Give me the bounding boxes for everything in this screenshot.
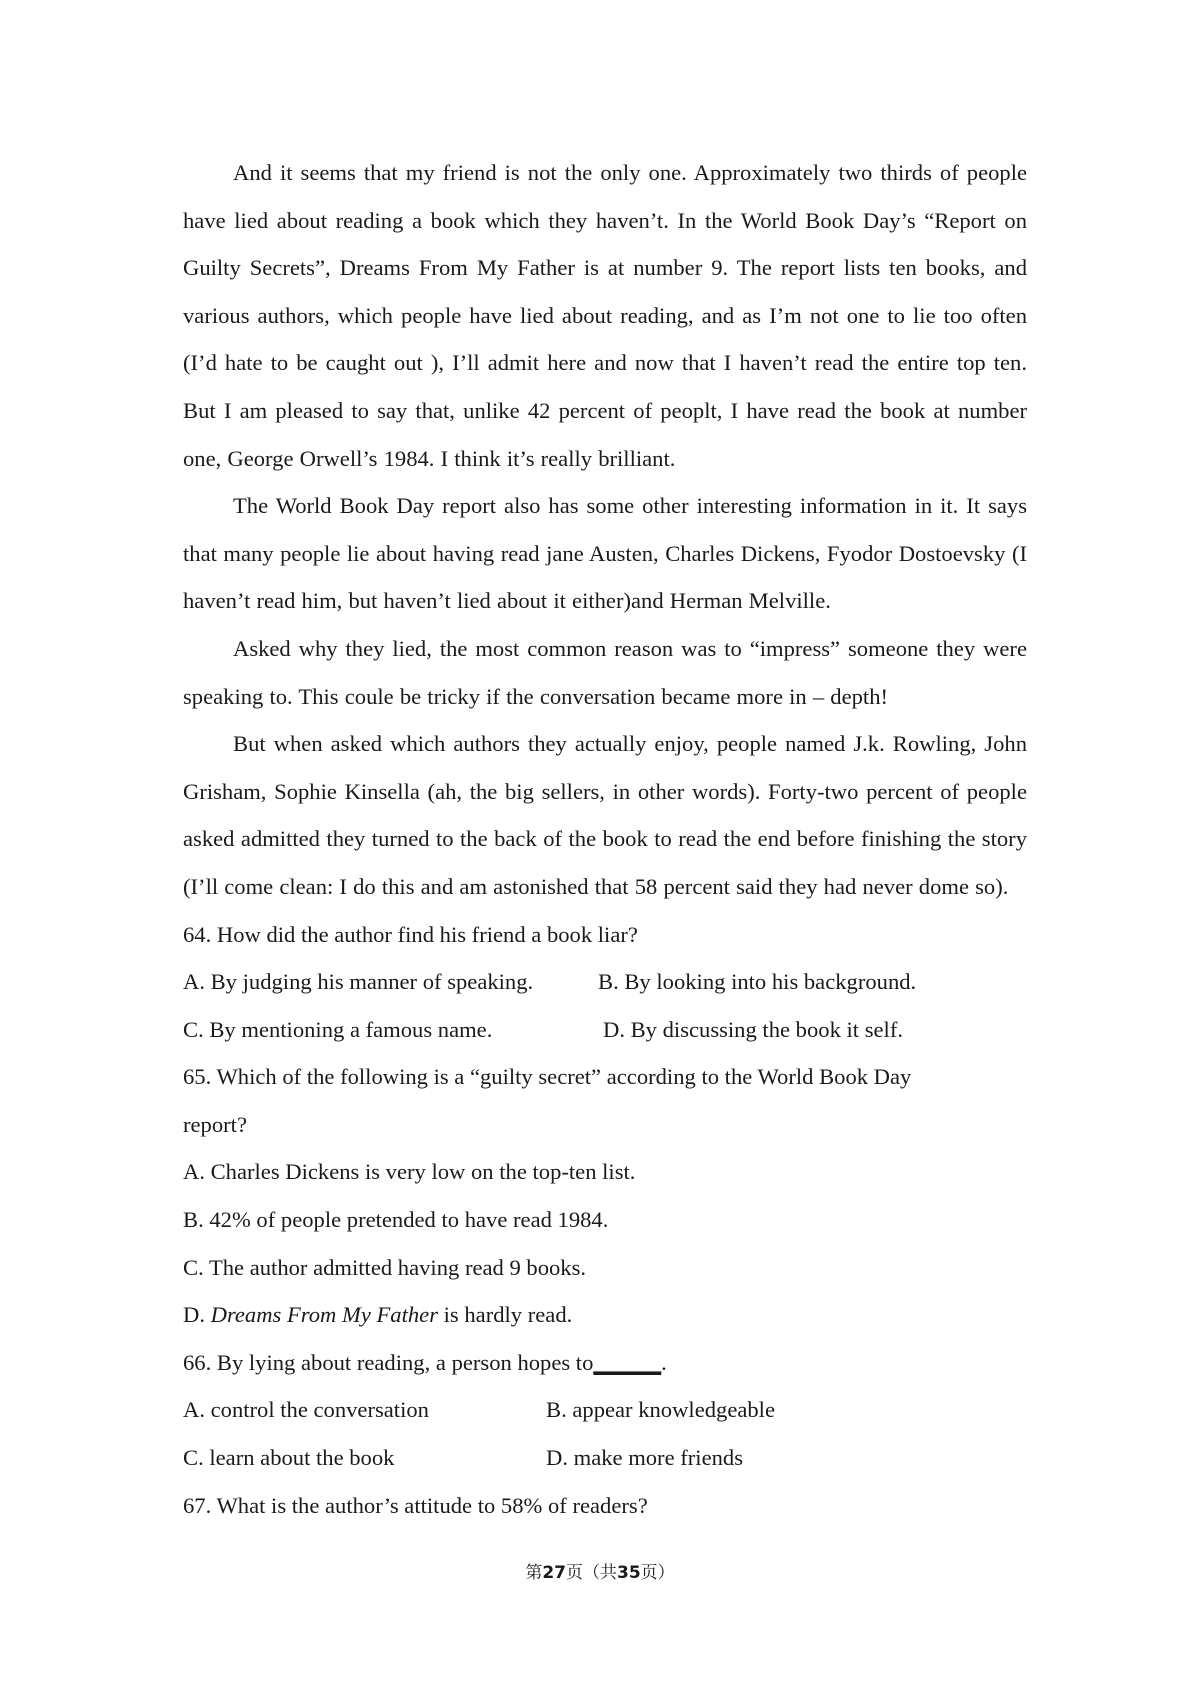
question-65-option-d [183,1291,1027,1339]
question-64-option-d: D. By discussing the book it self. [603,1016,903,1042]
passage-paragraph-4: But when asked which authors they actually enjoy, people named J.k. Rowling, John Grisham, Sophie Kinsella (ah, the big sellers, in other words). Forty-two percent of people asked admitted they turned to the back of the book to read the end before finishing the story (I’ll come clean: I do this and am astonished that 58 percent said they had never dome so). [183,731,1027,899]
passage-paragraph-2: The World Book Day report also has some other interesting information in it. It says that many people lie about having read jane Austen, Charles Dickens, Fyodor Dostoevsky (I haven’t read him, but haven’t lied about it either)and Herman Melville. [183,493,1027,614]
question-64-option-b: B. By looking into his background. [598,969,917,995]
question-64-option-c: C. By mentioning a famous name. [183,1016,493,1042]
footer-page-number: 27 [542,1563,566,1583]
question-64-stem: 64. How did the author find his friend a book liar? [183,921,638,947]
document-page [183,149,1027,1529]
question-66-option-d: D. make more friends [546,1445,744,1471]
footer-suffix: 页） [640,1563,675,1583]
question-66-stem-end: . [661,1349,667,1375]
question-67-stem: 67. What is the author’s attitude to 58% of readers? [183,1492,648,1518]
passage-paragraph-3: Asked why they lied, the most common reason was to “impress” someone they were speaking to. This coule be tricky if the conversation became more in – depth! [183,635,1027,709]
question-66-option-c: C. learn about the book [183,1445,395,1471]
footer-total-pages: 35 [617,1563,641,1583]
question-65-option-c: C. The author admitted having read 9 books. [183,1254,587,1280]
question-64-option-a: A. By judging his manner of speaking. [183,969,534,995]
question-65-option-d-suffix: is hardly read. [438,1302,573,1328]
question-66-options-row-1 [183,1386,1027,1434]
question-66-option-a: A. control the conversation [183,1397,429,1423]
page-footer [0,1558,1200,1583]
question-66-stem [183,1339,1027,1387]
question-66-options-row-2 [183,1434,1027,1482]
passage-paragraph-1: And it seems that my friend is not the only one. Approximately two thirds of people have lied about reading a book which they haven’t. In the World Book Day’s “Report on Guilty Secrets”, Dreams From My Father is at number 9. The report lists ten books, and various authors, which people have lied about reading, and as I’m not one to lie too often (I’d hate to be caught out ), I’ll admit here and now that I haven’t read the entire top ten. But I am pleased to say that, unlike 42 percent of peoplt, I have read the book at number one, George Orwell’s 1984. I think it’s really brilliant. [183,160,1027,471]
footer-prefix: 第 [525,1563,543,1583]
question-65-option-a: A. Charles Dickens is very low on the top-ten list. [183,1159,636,1185]
question-66-option-b: B. appear knowledgeable [546,1397,775,1423]
question-65-stem-line-1: 65. Which of the following is a “guilty secret” according to the World Book Day [183,1064,912,1090]
question-65-option-b: B. 42% of people pretended to have read 1984. [183,1207,609,1233]
question-65-option-d-book-title: Dreams From My Father [210,1302,438,1328]
footer-middle: 页（共 [566,1563,617,1583]
question-66-answer-blank: ______ [593,1349,662,1375]
question-65-option-d-prefix: D. [183,1302,211,1328]
question-64-options-row-2 [183,1006,1027,1054]
question-66-stem-text: 66. By lying about reading, a person hopes to [183,1349,594,1375]
question-64-options-row-1 [183,958,1027,1006]
question-65-stem-line-2: report? [183,1111,247,1137]
